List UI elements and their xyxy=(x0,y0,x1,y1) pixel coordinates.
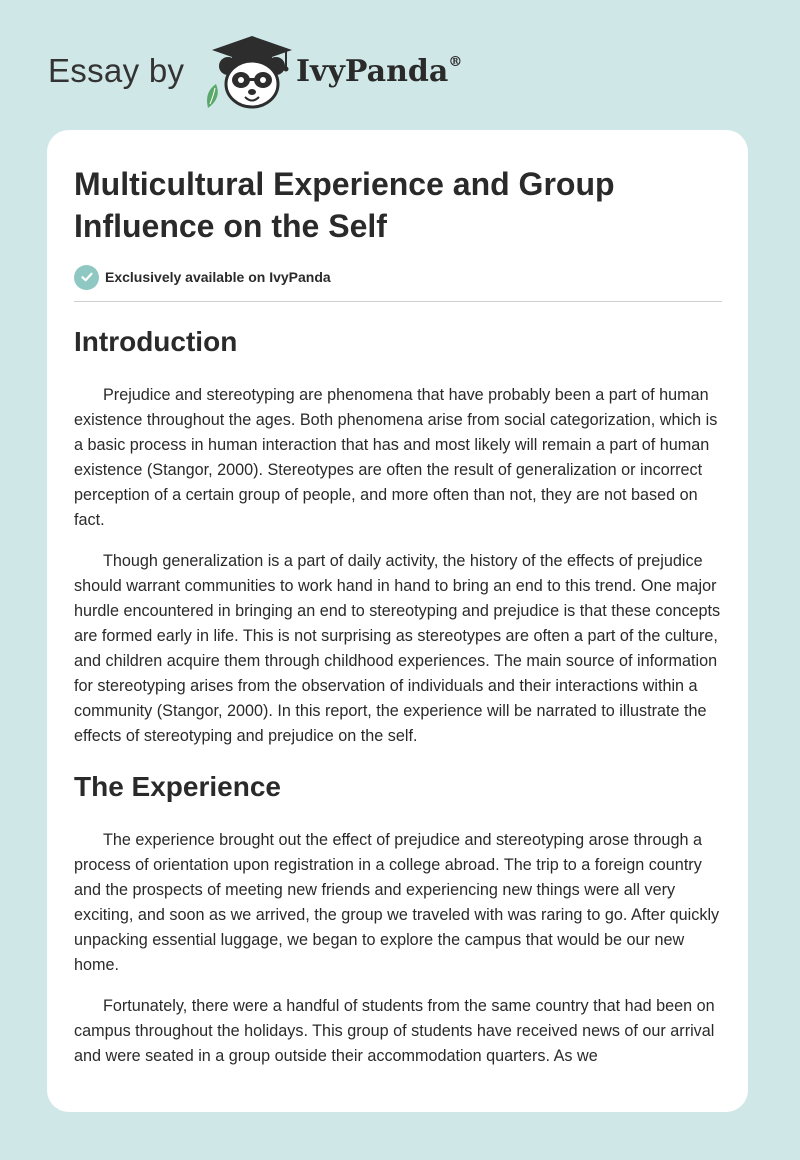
paragraph: Prejudice and stereotyping are phenomena that have probably been a part of human existence throughout the ages. Both phenomena arise from social categorization, which is a basic process in human interaction that has and most likely will remain a part of human existence (Stangor, 2000). Stereotypes are often the result of generalization or incorrect perception of a certain group of people, and more often than not, they are not based on fact. xyxy=(74,386,718,529)
check-circle-icon xyxy=(74,265,99,290)
title-divider xyxy=(74,301,722,302)
section-heading-introduction: Introduction xyxy=(74,326,238,357)
brand-prefix: Essay by xyxy=(48,52,185,89)
paragraph: Though generalization is a part of daily activity, the history of the effects of prejudice should warrant communities to work hand in hand to bring an end to this trend. One major hurdle encountered in bringing an end to stereotyping and prejudice is that these concepts are formed early in life. This is not surprising as stereotypes are often a part of the culture, and children acquire them through childhood experiences. The main source of information for stereotyping arises from the observation of individuals and their interactions within a community (Stangor, 2000). In this report, the experience will be narrated to illustrate the effects of stereotyping and prejudice on the self. xyxy=(74,552,721,745)
brand-name: IvyPanda® xyxy=(296,54,463,89)
page-title: Multicultural Experience and Group Influence on the Self xyxy=(74,166,615,244)
panda-graduate-icon xyxy=(200,34,292,110)
essay-card xyxy=(47,130,748,1112)
brand-header[interactable] xyxy=(48,32,508,112)
exclusive-badge xyxy=(74,264,724,290)
badge-text: Exclusively available on IvyPanda xyxy=(105,269,331,285)
registered-mark: ® xyxy=(448,54,463,70)
section-heading-experience: The Experience xyxy=(74,771,281,802)
paragraph: Fortunately, there were a handful of students from the same country that had been on campus throughout the holidays. This group of students have received news of our arrival and were seated in a group outside their accommodation quarters. As we xyxy=(74,997,715,1065)
essay-content xyxy=(74,163,724,1069)
paragraph: The experience brought out the effect of prejudice and stereotyping arose through a process of orientation upon registration in a college abroad. The trip to a foreign country and the prospects of meeting new friends and experiencing new things were all very exciting, and soon as we arrived, the group we traveled with was raring to go. After quickly unpacking essential luggage, we began to explore the campus that would be our new home. xyxy=(74,831,720,974)
